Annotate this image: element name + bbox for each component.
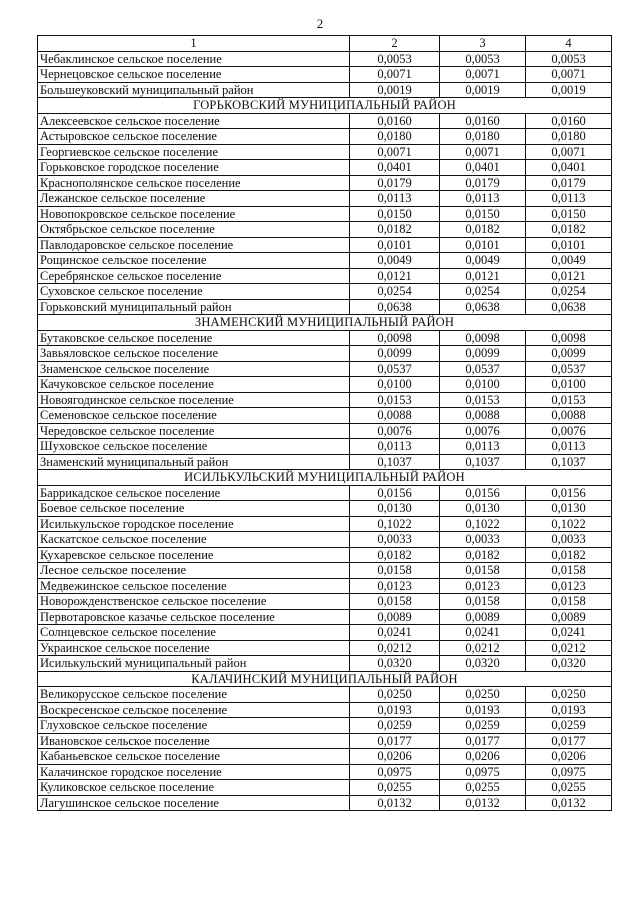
settlement-name: Чебаклинское сельское поселение: [38, 51, 350, 67]
table-row: [38, 222, 612, 238]
value-col-4: 0,0537: [526, 361, 612, 377]
value-col-3: 0,1022: [440, 516, 526, 532]
value-col-4: 0,0132: [526, 795, 612, 811]
column-header: 3: [440, 36, 526, 52]
value-col-4: 0,0019: [526, 82, 612, 98]
value-col-4: 0,0076: [526, 423, 612, 439]
settlement-name: Ивановское сельское поселение: [38, 733, 350, 749]
table-row: [38, 330, 612, 346]
value-col-2: 0,0179: [350, 175, 440, 191]
section-title: ИСИЛЬКУЛЬСКИЙ МУНИЦИПАЛЬНЫЙ РАЙОН: [38, 470, 612, 486]
table-row: [38, 191, 612, 207]
table-row: [38, 361, 612, 377]
section-title: КАЛАЧИНСКИЙ МУНИЦИПАЛЬНЫЙ РАЙОН: [38, 671, 612, 687]
table-row: [38, 578, 612, 594]
value-col-2: 0,0099: [350, 346, 440, 362]
value-col-2: 0,0071: [350, 67, 440, 83]
section-title: ГОРЬКОВСКИЙ МУНИЦИПАЛЬНЫЙ РАЙОН: [38, 98, 612, 114]
value-col-3: 0,0320: [440, 656, 526, 672]
value-col-2: 0,0182: [350, 547, 440, 563]
value-col-2: 0,0182: [350, 222, 440, 238]
table-row: [38, 423, 612, 439]
value-col-3: 0,1037: [440, 454, 526, 470]
table-row: [38, 594, 612, 610]
table-row: [38, 764, 612, 780]
settlement-name: Краснополянское сельское поселение: [38, 175, 350, 191]
value-col-3: 0,0121: [440, 268, 526, 284]
value-col-4: 0,0113: [526, 439, 612, 455]
section-header-row: [38, 470, 612, 486]
value-col-4: 0,0180: [526, 129, 612, 145]
value-col-3: 0,0250: [440, 687, 526, 703]
value-col-2: 0,0098: [350, 330, 440, 346]
value-col-4: 0,0071: [526, 67, 612, 83]
settlement-name: Кухаревское сельское поселение: [38, 547, 350, 563]
value-col-3: 0,0182: [440, 222, 526, 238]
table-row: [38, 609, 612, 625]
value-col-3: 0,0255: [440, 780, 526, 796]
value-col-2: 0,0537: [350, 361, 440, 377]
allocation-table: [37, 35, 612, 811]
value-col-3: 0,0150: [440, 206, 526, 222]
value-col-2: 0,0158: [350, 594, 440, 610]
table-row: [38, 532, 612, 548]
settlement-name: Знаменское сельское поселение: [38, 361, 350, 377]
value-col-2: 0,0101: [350, 237, 440, 253]
value-col-3: 0,0177: [440, 733, 526, 749]
value-col-3: 0,0113: [440, 439, 526, 455]
value-col-4: 0,0250: [526, 687, 612, 703]
settlement-name: Глуховское сельское поселение: [38, 718, 350, 734]
value-col-4: 0,0193: [526, 702, 612, 718]
table-row: [38, 749, 612, 765]
value-col-3: 0,0099: [440, 346, 526, 362]
page-number: 2: [316, 16, 324, 31]
value-col-3: 0,0113: [440, 191, 526, 207]
settlement-name: Великорусское сельское поселение: [38, 687, 350, 703]
value-col-3: 0,0638: [440, 299, 526, 315]
settlement-name: Завьяловское сельское поселение: [38, 346, 350, 362]
value-col-2: 0,0019: [350, 82, 440, 98]
table-row: [38, 392, 612, 408]
settlement-name: Новоягодинское сельское поселение: [38, 392, 350, 408]
value-col-3: 0,0049: [440, 253, 526, 269]
table-row: [38, 439, 612, 455]
value-col-3: 0,0158: [440, 594, 526, 610]
table-row: [38, 625, 612, 641]
value-col-4: 0,0100: [526, 377, 612, 393]
value-col-4: 0,0182: [526, 547, 612, 563]
settlement-name: Воскресенское сельское поселение: [38, 702, 350, 718]
section-header-row: [38, 98, 612, 114]
settlement-name: Лесное сельское поселение: [38, 563, 350, 579]
value-col-3: 0,0089: [440, 609, 526, 625]
settlement-name: Лежанское сельское поселение: [38, 191, 350, 207]
value-col-3: 0,0179: [440, 175, 526, 191]
table-row: [38, 206, 612, 222]
value-col-4: 0,0259: [526, 718, 612, 734]
value-col-3: 0,0160: [440, 113, 526, 129]
column-header: 4: [526, 36, 612, 52]
value-col-4: 0,0320: [526, 656, 612, 672]
value-col-3: 0,0088: [440, 408, 526, 424]
table-row: [38, 702, 612, 718]
value-col-2: 0,0975: [350, 764, 440, 780]
section-title: ЗНАМЕНСКИЙ МУНИЦИПАЛЬНЫЙ РАЙОН: [38, 315, 612, 331]
table-row: [38, 516, 612, 532]
settlement-name: Суховское сельское поселение: [38, 284, 350, 300]
value-col-2: 0,0177: [350, 733, 440, 749]
table-row: [38, 113, 612, 129]
value-col-2: 0,0255: [350, 780, 440, 796]
settlement-name: Баррикадское сельское поселение: [38, 485, 350, 501]
table-row: [38, 377, 612, 393]
value-col-2: 0,0193: [350, 702, 440, 718]
value-col-3: 0,0180: [440, 129, 526, 145]
settlement-name: Украинское сельское поселение: [38, 640, 350, 656]
table-row: [38, 485, 612, 501]
value-col-4: 0,0088: [526, 408, 612, 424]
value-col-2: 0,0241: [350, 625, 440, 641]
value-col-4: 0,0177: [526, 733, 612, 749]
settlement-name: Кабаньевское сельское поселение: [38, 749, 350, 765]
value-col-4: 0,0033: [526, 532, 612, 548]
value-col-3: 0,0033: [440, 532, 526, 548]
value-col-4: 0,0158: [526, 594, 612, 610]
settlement-name: Качуковское сельское поселение: [38, 377, 350, 393]
table-row: [38, 563, 612, 579]
value-col-3: 0,0401: [440, 160, 526, 176]
value-col-2: 0,0071: [350, 144, 440, 160]
settlement-name: Исилькульский муниципальный район: [38, 656, 350, 672]
settlement-name: Павлодаровское сельское поселение: [38, 237, 350, 253]
value-col-4: 0,0098: [526, 330, 612, 346]
value-col-2: 0,0212: [350, 640, 440, 656]
value-col-4: 0,0975: [526, 764, 612, 780]
value-col-3: 0,0019: [440, 82, 526, 98]
settlement-name: Горьковское городское поселение: [38, 160, 350, 176]
value-col-2: 0,0053: [350, 51, 440, 67]
value-col-2: 0,0132: [350, 795, 440, 811]
value-col-2: 0,0160: [350, 113, 440, 129]
settlement-name: Новопокровское сельское поселение: [38, 206, 350, 222]
value-col-2: 0,0049: [350, 253, 440, 269]
value-col-4: 0,0121: [526, 268, 612, 284]
value-col-3: 0,0132: [440, 795, 526, 811]
table-row: [38, 733, 612, 749]
table-row: [38, 687, 612, 703]
value-col-3: 0,0182: [440, 547, 526, 563]
settlement-name: Первотаровское казачье сельское поселение: [38, 609, 350, 625]
value-col-4: 0,0255: [526, 780, 612, 796]
value-col-4: 0,0123: [526, 578, 612, 594]
settlement-name: Астыровское сельское поселение: [38, 129, 350, 145]
section-header-row: [38, 315, 612, 331]
value-col-4: 0,0113: [526, 191, 612, 207]
value-col-2: 0,0153: [350, 392, 440, 408]
table-row: [38, 299, 612, 315]
value-col-3: 0,0053: [440, 51, 526, 67]
table-row: [38, 51, 612, 67]
value-col-2: 0,0250: [350, 687, 440, 703]
value-col-4: 0,1022: [526, 516, 612, 532]
table-body: [38, 36, 612, 811]
value-col-2: 0,0121: [350, 268, 440, 284]
value-col-2: 0,0089: [350, 609, 440, 625]
value-col-4: 0,0053: [526, 51, 612, 67]
table-row: [38, 82, 612, 98]
value-col-2: 0,0638: [350, 299, 440, 315]
value-col-2: 0,0113: [350, 439, 440, 455]
value-col-3: 0,0098: [440, 330, 526, 346]
section-header-row: [38, 671, 612, 687]
value-col-2: 0,0254: [350, 284, 440, 300]
settlement-name: Калачинское городское поселение: [38, 764, 350, 780]
value-col-3: 0,0241: [440, 625, 526, 641]
value-col-4: 0,0089: [526, 609, 612, 625]
settlement-name: Новорожденственское сельское поселение: [38, 594, 350, 610]
column-header: 1: [38, 36, 350, 52]
settlement-name: Алексеевское сельское поселение: [38, 113, 350, 129]
value-col-3: 0,0259: [440, 718, 526, 734]
value-col-2: 0,0401: [350, 160, 440, 176]
settlement-name: Куликовское сельское поселение: [38, 780, 350, 796]
value-col-3: 0,0975: [440, 764, 526, 780]
settlement-name: Серебрянское сельское поселение: [38, 268, 350, 284]
table-row: [38, 795, 612, 811]
column-header: 2: [350, 36, 440, 52]
value-col-4: 0,0158: [526, 563, 612, 579]
value-col-4: 0,0212: [526, 640, 612, 656]
settlement-name: Шуховское сельское поселение: [38, 439, 350, 455]
table-row: [38, 454, 612, 470]
value-col-4: 0,0638: [526, 299, 612, 315]
table-row: [38, 656, 612, 672]
settlement-name: Знаменский муниципальный район: [38, 454, 350, 470]
value-col-4: 0,0150: [526, 206, 612, 222]
settlement-name: Семеновское сельское поселение: [38, 408, 350, 424]
settlement-name: Боевое сельское поселение: [38, 501, 350, 517]
settlement-name: Медвежинское сельское поселение: [38, 578, 350, 594]
value-col-2: 0,0088: [350, 408, 440, 424]
value-col-2: 0,0158: [350, 563, 440, 579]
settlement-name: Большеуковский муниципальный район: [38, 82, 350, 98]
settlement-name: Лагушинское сельское поселение: [38, 795, 350, 811]
value-col-3: 0,0123: [440, 578, 526, 594]
value-col-4: 0,0206: [526, 749, 612, 765]
value-col-3: 0,0071: [440, 67, 526, 83]
value-col-3: 0,0153: [440, 392, 526, 408]
settlement-name: Солнцевское сельское поселение: [38, 625, 350, 641]
value-col-4: 0,0401: [526, 160, 612, 176]
value-col-4: 0,0254: [526, 284, 612, 300]
table-row: [38, 284, 612, 300]
table-row: [38, 160, 612, 176]
table-row: [38, 237, 612, 253]
table-row: [38, 253, 612, 269]
table-row: [38, 501, 612, 517]
value-col-4: 0,0160: [526, 113, 612, 129]
table-row: [38, 408, 612, 424]
value-col-2: 0,0033: [350, 532, 440, 548]
value-col-2: 0,0150: [350, 206, 440, 222]
settlement-name: Каскатское сельское поселение: [38, 532, 350, 548]
value-col-3: 0,0130: [440, 501, 526, 517]
settlement-name: Чернецовское сельское поселение: [38, 67, 350, 83]
value-col-3: 0,0206: [440, 749, 526, 765]
table-row: [38, 175, 612, 191]
table-row: [38, 640, 612, 656]
value-col-2: 0,0320: [350, 656, 440, 672]
table-header-row: [38, 36, 612, 52]
value-col-2: 0,0206: [350, 749, 440, 765]
value-col-3: 0,0071: [440, 144, 526, 160]
table-row: [38, 718, 612, 734]
value-col-4: 0,0156: [526, 485, 612, 501]
table-row: [38, 780, 612, 796]
value-col-2: 0,1022: [350, 516, 440, 532]
table-row: [38, 129, 612, 145]
value-col-2: 0,0113: [350, 191, 440, 207]
value-col-3: 0,0193: [440, 702, 526, 718]
value-col-4: 0,0099: [526, 346, 612, 362]
value-col-3: 0,0101: [440, 237, 526, 253]
table-row: [38, 268, 612, 284]
value-col-3: 0,0158: [440, 563, 526, 579]
value-col-4: 0,0241: [526, 625, 612, 641]
table-row: [38, 547, 612, 563]
value-col-4: 0,0179: [526, 175, 612, 191]
settlement-name: Бутаковское сельское поселение: [38, 330, 350, 346]
settlement-name: Исилькульское городское поселение: [38, 516, 350, 532]
value-col-3: 0,0254: [440, 284, 526, 300]
value-col-4: 0,0101: [526, 237, 612, 253]
settlement-name: Горьковский муниципальный район: [38, 299, 350, 315]
settlement-name: Рощинское сельское поселение: [38, 253, 350, 269]
value-col-3: 0,0100: [440, 377, 526, 393]
value-col-2: 0,0130: [350, 501, 440, 517]
value-col-4: 0,0182: [526, 222, 612, 238]
value-col-2: 0,0156: [350, 485, 440, 501]
table-row: [38, 67, 612, 83]
table-row: [38, 346, 612, 362]
value-col-4: 0,0153: [526, 392, 612, 408]
settlement-name: Георгиевское сельское поселение: [38, 144, 350, 160]
value-col-3: 0,0212: [440, 640, 526, 656]
value-col-2: 0,0180: [350, 129, 440, 145]
settlement-name: Октябрьское сельское поселение: [38, 222, 350, 238]
value-col-2: 0,1037: [350, 454, 440, 470]
value-col-2: 0,0123: [350, 578, 440, 594]
table-row: [38, 144, 612, 160]
value-col-2: 0,0100: [350, 377, 440, 393]
value-col-4: 0,0130: [526, 501, 612, 517]
value-col-3: 0,0156: [440, 485, 526, 501]
value-col-4: 0,1037: [526, 454, 612, 470]
value-col-2: 0,0076: [350, 423, 440, 439]
value-col-3: 0,0076: [440, 423, 526, 439]
value-col-4: 0,0071: [526, 144, 612, 160]
value-col-3: 0,0537: [440, 361, 526, 377]
settlement-name: Чередовское сельское поселение: [38, 423, 350, 439]
value-col-4: 0,0049: [526, 253, 612, 269]
value-col-2: 0,0259: [350, 718, 440, 734]
